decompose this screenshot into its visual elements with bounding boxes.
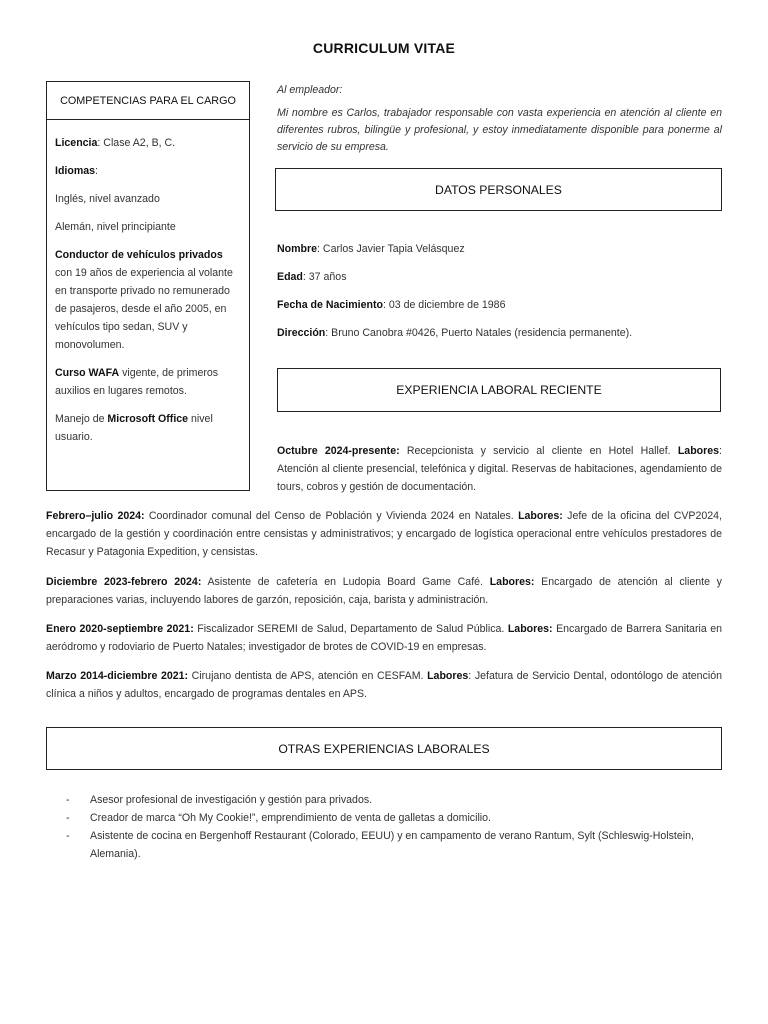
edad-value: : 37 años xyxy=(302,271,347,283)
intro-body: Mi nombre es Carlos, trabajador responsable con vasta experiencia en atención al cliente en diferentes rubros, bilingüe y profesional, y estoy inmediatamente disponible para ponerme al servicio de su empresa. xyxy=(277,107,722,153)
datos-personales-heading: DATOS PERSONALES xyxy=(275,168,722,211)
wafa-item xyxy=(55,364,241,400)
idioma-aleman: Alemán, nivel principiante xyxy=(55,221,176,233)
list-item xyxy=(66,827,726,863)
job-period: Marzo 2014-diciembre 2021: xyxy=(46,670,189,682)
job-desc: Cirujano dentista de APS, atención en CESFAM. xyxy=(188,670,428,682)
conductor-label: Conductor de vehículos privados xyxy=(55,249,223,261)
job-labores-label: Labores xyxy=(677,445,720,457)
job-entry xyxy=(46,620,722,656)
competencias-heading: COMPETENCIAS PARA EL CARGO xyxy=(47,82,249,120)
direccion-item xyxy=(277,325,722,342)
office-pre: Manejo de xyxy=(55,413,108,425)
idioma-ingles: Inglés, nivel avanzado xyxy=(55,193,160,205)
otras-experiencias-heading: OTRAS EXPERIENCIAS LABORALES xyxy=(46,727,722,770)
job-period: Febrero–julio 2024: xyxy=(46,510,145,522)
idiomas-item xyxy=(55,162,241,180)
job-entry xyxy=(46,667,722,703)
office-post: nivel usuario. xyxy=(55,413,213,443)
list-item-text: Asistente de cocina en Bergenhoff Restaurant (Colorado, EEUU) y en campamento de verano Rantum, Sylt (Schleswig-Holstein, Alemania). xyxy=(90,830,694,860)
licencia-item xyxy=(55,134,241,152)
bullet-dash: - xyxy=(66,794,70,806)
otras-list xyxy=(66,791,726,863)
job-labores: : Jefatura de Servicio Dental, odontólogo de atención clínica a niños y adultos, encargado de programas dentales en APS. xyxy=(46,670,723,700)
list-item-text: Creador de marca “Oh My Cookie!”, emprendimiento de venta de galletas a domicilio. xyxy=(90,812,491,824)
job-labores-label: Labores xyxy=(427,670,469,682)
idiomas-label: Idiomas xyxy=(55,165,96,177)
list-item xyxy=(66,791,726,809)
list-item xyxy=(66,809,726,827)
office-label: Microsoft Office xyxy=(107,413,189,425)
bullet-dash: - xyxy=(66,830,70,842)
nombre-label: Nombre xyxy=(277,243,318,255)
job-labores: : Atención al cliente presencial, telefónica y digital. Reservas de habitaciones, agendamiento de tours, cobros y gestión de documentación. xyxy=(277,445,722,493)
idiomas-colon: : xyxy=(95,165,98,177)
job-period: Diciembre 2023-febrero 2024: xyxy=(46,576,202,588)
job-entry xyxy=(46,507,722,561)
office-item xyxy=(55,410,241,446)
job-desc: Asistente de cafetería en Ludopia Board Game Café. xyxy=(201,576,490,588)
nombre-value: : Carlos Javier Tapia Velásquez xyxy=(317,243,465,255)
competencias-body xyxy=(47,120,249,446)
nacimiento-item xyxy=(277,297,722,314)
experiencia-heading: EXPERIENCIA LABORAL RECIENTE xyxy=(277,368,721,412)
intro-letter xyxy=(277,82,722,162)
page-title: CURRICULUM VITAE xyxy=(312,40,456,56)
edad-label: Edad xyxy=(277,271,303,283)
edad-item xyxy=(277,269,722,286)
job-entry xyxy=(46,573,722,609)
nacimiento-label: Fecha de Nacimiento xyxy=(277,299,383,311)
job-period: Octubre 2024-presente: xyxy=(277,445,400,457)
bullet-dash: - xyxy=(66,812,70,824)
job-entry xyxy=(277,442,722,496)
licencia-label: Licencia xyxy=(55,137,98,149)
nombre-item xyxy=(277,241,722,258)
conductor-item xyxy=(55,246,241,354)
list-item-text: Asesor profesional de investigación y gestión para privados. xyxy=(90,794,373,806)
job-labores: Jefe de la oficina del CVP2024, encargado de la gestión y coordinación entre censistas y administrativos; y encargado de logística operacional entre vehículos prestadores de Recasur y Patagonia Expedition, y censistas. xyxy=(46,510,722,558)
job-labores-label: Labores: xyxy=(518,510,563,522)
conductor-text: con 19 años de experiencia al volante en transporte privado no remunerado de pasajeros, desde el año 2005, en vehículos tipo sedan, SUV y monovolumen. xyxy=(55,267,233,351)
job-labores: Encargado de Barrera Sanitaria en aeródromo y rodoviario de Puerto Natales; investigador de brotes de COVID-19 en empresas. xyxy=(46,623,722,653)
wafa-label: Curso WAFA xyxy=(55,367,120,379)
job-desc: Fiscalizador SEREMI de Salud, Departamento de Salud Pública. xyxy=(193,623,508,635)
intro-greeting: Al empleador: xyxy=(277,84,343,96)
competencias-box xyxy=(46,81,250,491)
job-period: Enero 2020-septiembre 2021: xyxy=(46,623,194,635)
direccion-label: Dirección xyxy=(277,327,326,339)
job-labores-label: Labores: xyxy=(489,576,535,588)
nacimiento-value: : 03 de diciembre de 1986 xyxy=(382,299,506,311)
datos-personales xyxy=(277,241,722,353)
job-labores: Encargado de atención al cliente y preparaciones varias, incluyendo labores de garzón, reposición, caja, barista y administración. xyxy=(46,576,722,606)
wafa-text: vigente, de primeros auxilios en lugares remotos. xyxy=(55,367,219,397)
job-labores-label: Labores: xyxy=(507,623,553,635)
job-desc: Coordinador comunal del Censo de Población y Vivienda 2024 en Natales. xyxy=(144,510,519,522)
direccion-value: : Bruno Canobra #0426, Puerto Natales (residencia permanente). xyxy=(325,327,633,339)
licencia-value: : Clase A2, B, C. xyxy=(97,137,176,149)
job-desc: Recepcionista y servicio al cliente en Hotel Hallef. xyxy=(399,445,678,457)
